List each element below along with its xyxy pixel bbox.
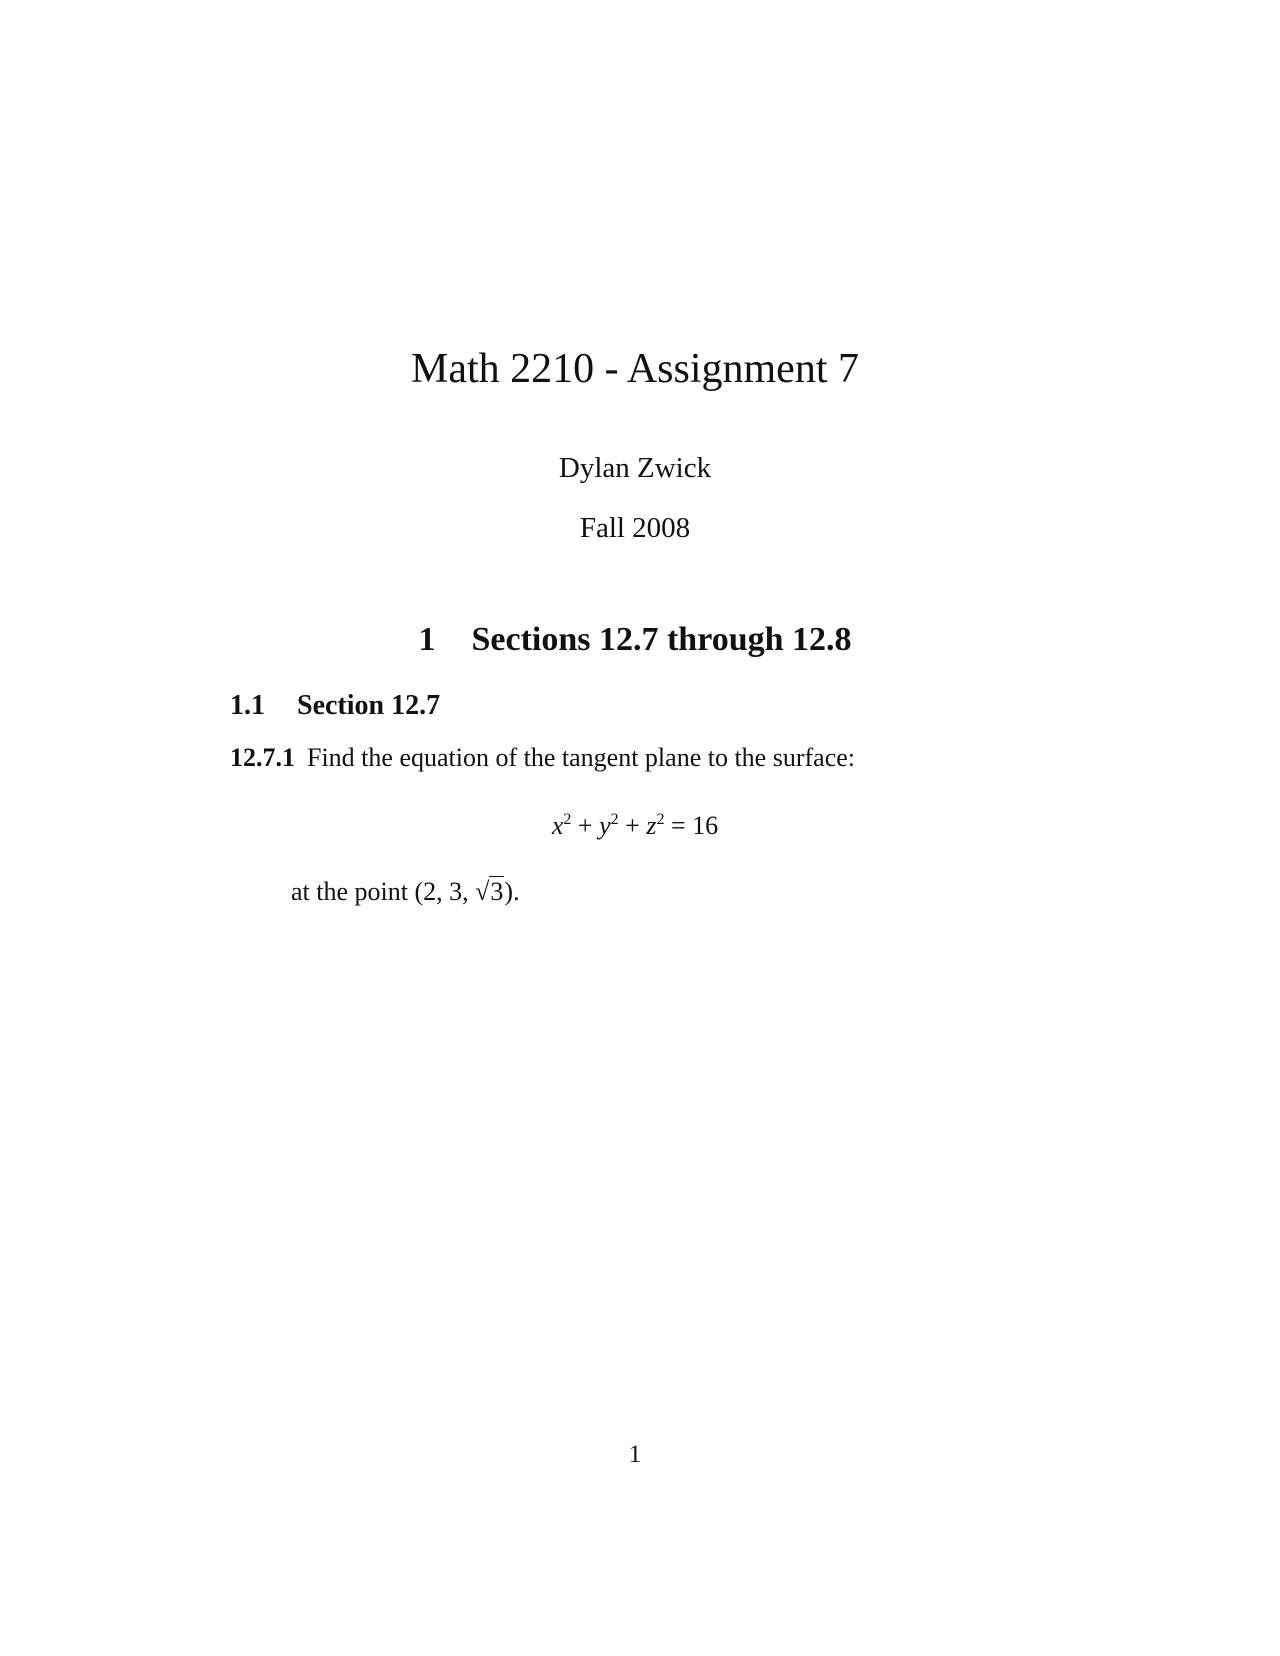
subsection-title: Section 12.7 [297, 690, 441, 721]
eq-exp-z: 2 [656, 811, 665, 828]
document-title: Math 2210 - Assignment 7 [411, 346, 859, 392]
point-prefix: at the point (2, 3, [291, 877, 476, 906]
section-title: Sections 12.7 through 12.8 [471, 621, 852, 658]
sqrt-value: 3 [490, 877, 504, 906]
sqrt-expression [475, 876, 504, 907]
eq-exp-x: 2 [563, 811, 572, 828]
eq-exp-y: 2 [610, 811, 619, 828]
problem-number: 12.7.1 [230, 743, 295, 772]
eq-plus-1: + [577, 811, 593, 840]
problem-statement [230, 742, 855, 773]
surface-equation [0, 810, 1270, 841]
section-number: 1 [418, 621, 436, 658]
page-number: 1 [628, 1441, 642, 1468]
eq-equals: = [670, 811, 686, 840]
eq-var-z: z [646, 811, 657, 840]
eq-var-x: x [551, 811, 564, 840]
eq-var-y: y [599, 811, 611, 840]
sqrt-symbol: √ [475, 877, 490, 906]
subsection-heading [230, 692, 440, 720]
author-name: Dylan Zwick [558, 452, 712, 484]
section-heading [0, 623, 1270, 657]
eq-plus-2: + [625, 811, 640, 840]
eq-rhs: 16 [692, 811, 719, 840]
document-date: Fall 2008 [579, 512, 691, 544]
subsection-number: 1.1 [230, 690, 265, 721]
point-statement [291, 876, 520, 907]
point-suffix: ). [504, 877, 520, 906]
problem-text: Find the equation of the tangent plane to the surface: [307, 743, 855, 772]
